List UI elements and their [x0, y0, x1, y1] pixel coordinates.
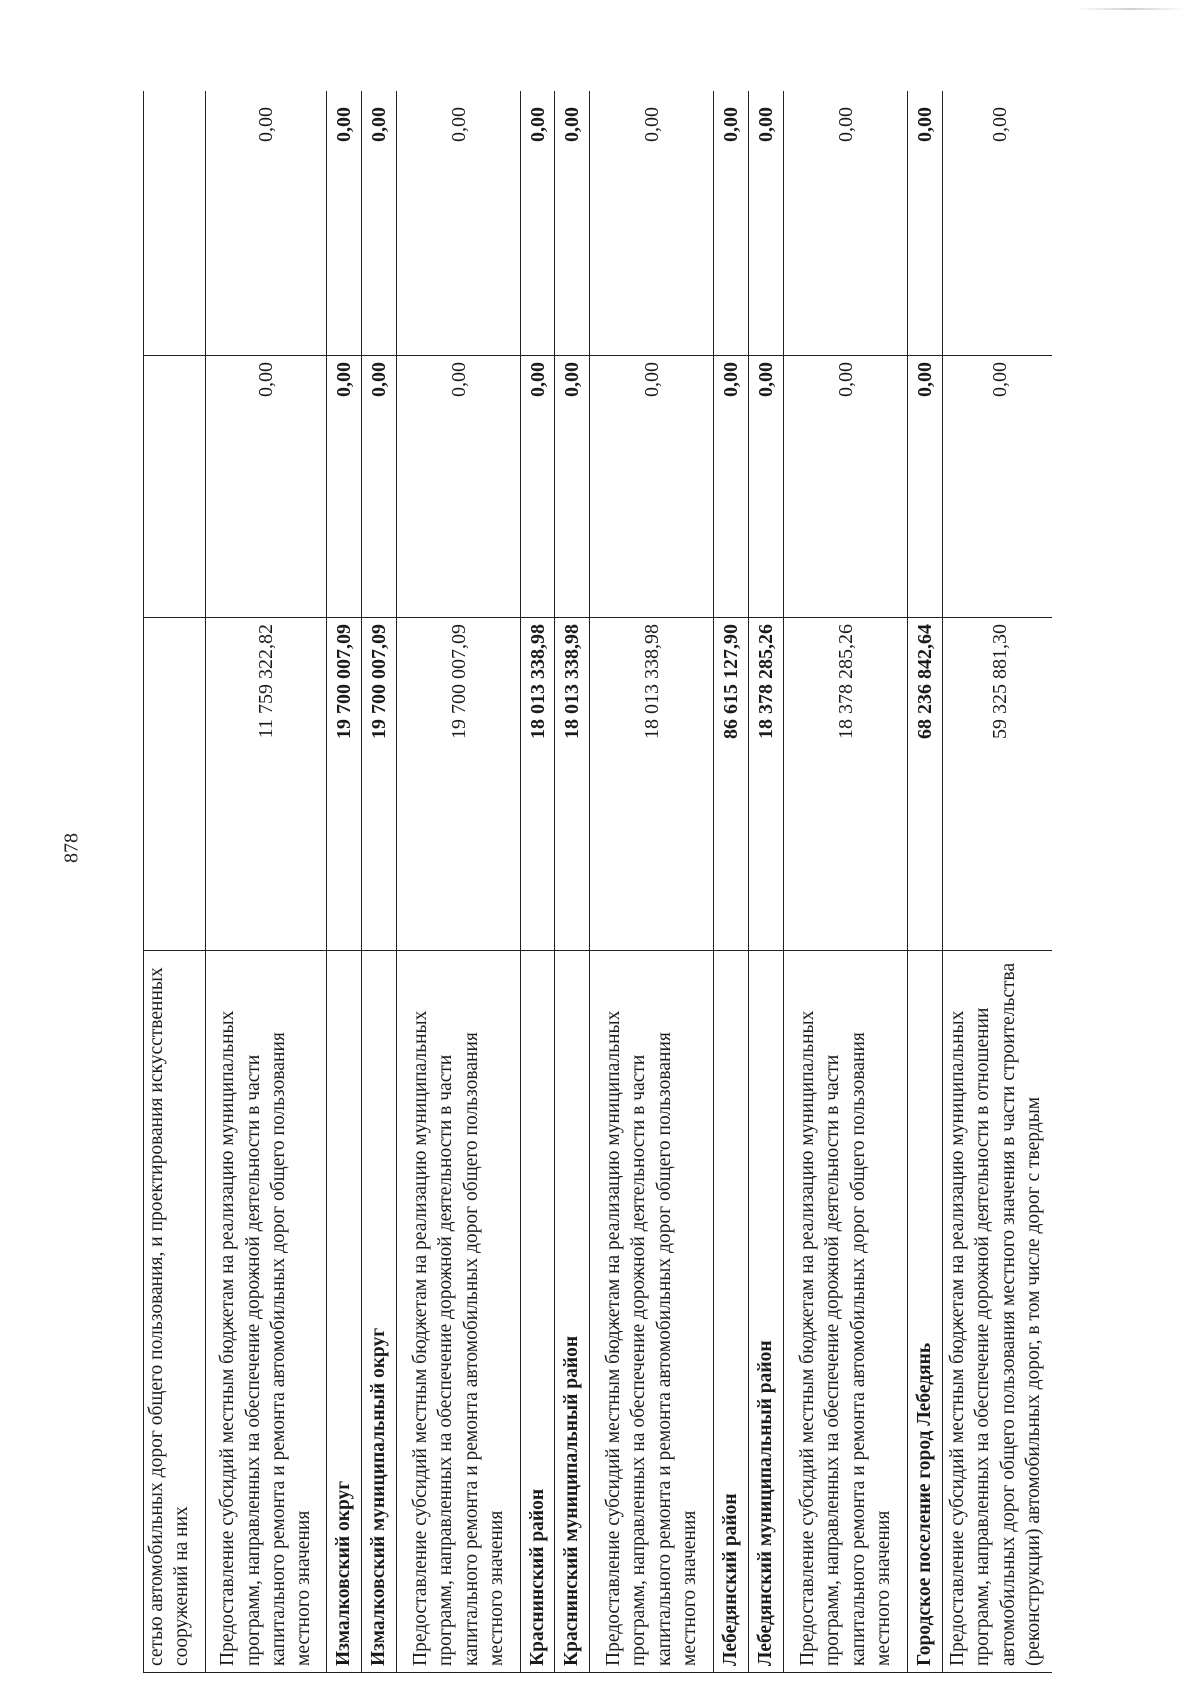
table-row [908, 91, 943, 1673]
row-amount-3: 0,00 [521, 91, 555, 356]
row-amount-3: 0,00 [943, 91, 1053, 356]
row-amount-2: 0,00 [555, 356, 590, 618]
row-description: Лебедянский район [714, 951, 749, 1673]
row-amount-1: 18 013 338,98 [590, 618, 714, 951]
row-amount-1: 59 325 881,30 [943, 618, 1053, 951]
table-row [362, 91, 397, 1673]
row-amount-2: 0,00 [590, 356, 714, 618]
row-amount-2: 0,00 [943, 356, 1053, 618]
row-amount-3: 0,00 [397, 91, 521, 356]
row-amount-2: 0,00 [206, 356, 327, 618]
scan-artifact [1076, 8, 1186, 10]
row-amount-3: 0,00 [327, 91, 362, 356]
row-amount-1: 18 013 338,98 [555, 618, 590, 951]
row-description: Предоставление субсидий местным бюджетам на реализацию муниципальных программ, направленных на обеспечение дорожной деятельности в части капитального ремонта и ремонта автомобильных дорог общего пользования местного значения [590, 951, 714, 1673]
row-amount-1: 19 700 007,09 [397, 618, 521, 951]
table-row [749, 91, 784, 1673]
table-row [555, 91, 590, 1673]
row-amount-3 [144, 91, 206, 356]
row-description: Краснинский район [521, 951, 555, 1673]
row-amount-2: 0,00 [784, 356, 908, 618]
row-amount-2: 0,00 [397, 356, 521, 618]
row-amount-1: 68 236 842,64 [908, 618, 943, 951]
table-row [943, 91, 1053, 1673]
row-amount-3: 0,00 [362, 91, 397, 356]
table-row [144, 91, 206, 1673]
row-description: Измалковский округ [327, 951, 362, 1673]
table-row [327, 91, 362, 1673]
row-amount-2: 0,00 [327, 356, 362, 618]
row-description: Предоставление субсидий местным бюджетам на реализацию муниципальных программ, направленных на обеспечение дорожной деятельности в части капитального ремонта и ремонта автомобильных дорог общего пользования местного значения [206, 951, 327, 1673]
row-amount-3: 0,00 [749, 91, 784, 356]
table-viewport [143, 91, 1052, 1673]
row-amount-3: 0,00 [784, 91, 908, 356]
row-amount-1 [144, 618, 206, 951]
row-amount-1: 86 615 127,90 [714, 618, 749, 951]
row-amount-1: 18 378 285,26 [749, 618, 784, 951]
row-amount-1: 19 700 007,09 [362, 618, 397, 951]
row-description: Измалковский муниципальный округ [362, 951, 397, 1673]
row-amount-3: 0,00 [714, 91, 749, 356]
row-amount-1: 18 013 338,98 [521, 618, 555, 951]
page-number: 878 [60, 833, 83, 863]
table-row [206, 91, 327, 1673]
row-description: Предоставление субсидий местным бюджетам на реализацию муниципальных программ, направленных на обеспечение дорожной деятельности в части капитального ремонта и ремонта автомобильных дорог общего пользования местного значения [397, 951, 521, 1673]
row-amount-3: 0,00 [908, 91, 943, 356]
row-amount-1: 11 759 322,82 [206, 618, 327, 951]
row-amount-2: 0,00 [714, 356, 749, 618]
table-row [397, 91, 521, 1673]
table-row [784, 91, 908, 1673]
row-amount-3: 0,00 [206, 91, 327, 356]
table-row [521, 91, 555, 1673]
row-amount-2 [144, 356, 206, 618]
row-amount-2: 0,00 [749, 356, 784, 618]
row-description: Предоставление субсидий местным бюджетам на реализацию муниципальных программ, направленных на обеспечение дорожной деятельности в отношении автомобильных дорог общего пользования местного значения в части строительства (реконструкции) автомобильных дорог, в том числе дорог с твердым [943, 951, 1053, 1673]
table-row [590, 91, 714, 1673]
budget-table [143, 91, 1052, 1673]
row-amount-1: 18 378 285,26 [784, 618, 908, 951]
row-description: Лебедянский муниципальный район [749, 951, 784, 1673]
row-amount-2: 0,00 [908, 356, 943, 618]
row-description: Краснинский муниципальный район [555, 951, 590, 1673]
row-amount-1: 19 700 007,09 [327, 618, 362, 951]
row-description: Предоставление субсидий местным бюджетам на реализацию муниципальных программ, направленных на обеспечение дорожной деятельности в части капитального ремонта и ремонта автомобильных дорог общего пользования местного значения [784, 951, 908, 1673]
row-amount-2: 0,00 [362, 356, 397, 618]
row-description: сетью автомобильных дорог общего пользования, и проектирования искусственных сооружений на них [144, 951, 206, 1673]
table-row [714, 91, 749, 1673]
row-amount-3: 0,00 [590, 91, 714, 356]
row-amount-3: 0,00 [555, 91, 590, 356]
row-description: Городское поселение город Лебедянь [908, 951, 943, 1673]
row-amount-2: 0,00 [521, 356, 555, 618]
